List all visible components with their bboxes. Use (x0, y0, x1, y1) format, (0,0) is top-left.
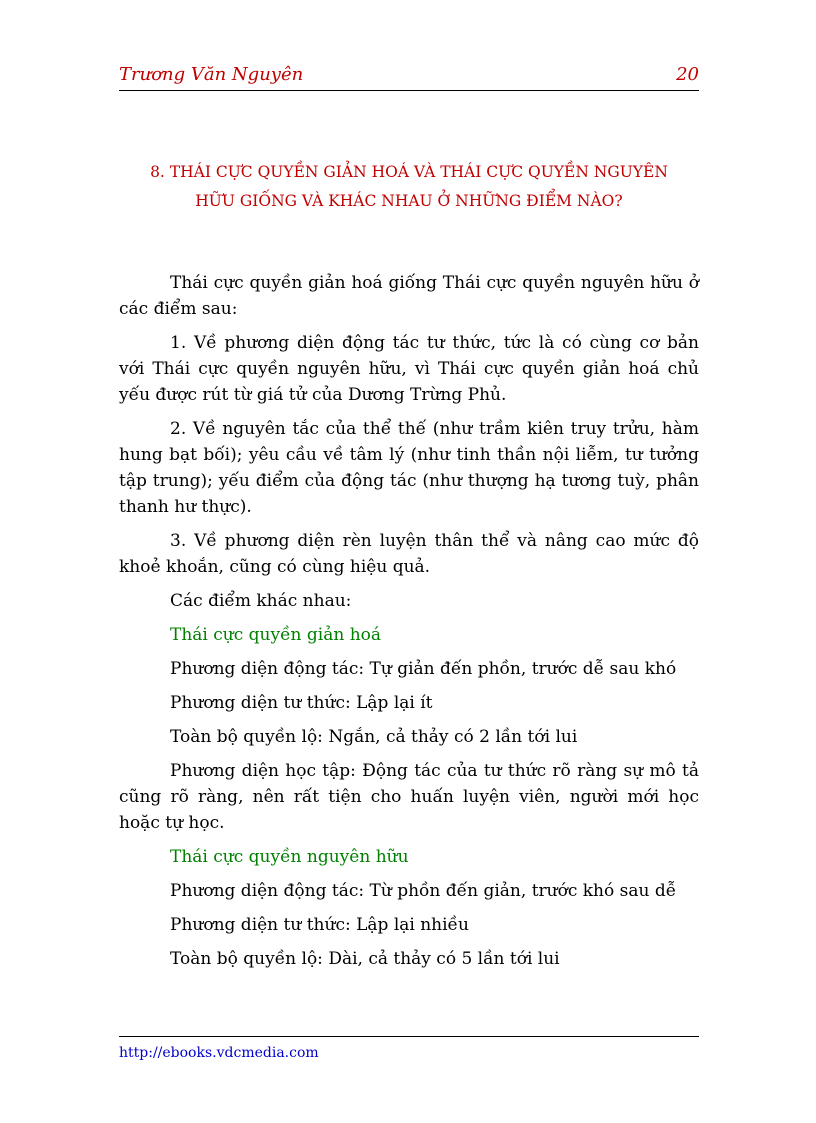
simplified-routine: Toàn bộ quyền lộ: Ngắn, cả thảy có 2 lần tới lui (170, 727, 578, 747)
paragraph-point-3: 3. Về phương diện rèn luyện thân thể và nâng cao mức độ khoẻ khoắn, cũng có cùng hiệu quả. (119, 531, 699, 577)
simplified-movement: Phương diện động tác: Tự giản đến phồn, trước dễ sau khó (170, 659, 677, 679)
section-title (119, 158, 699, 216)
original-form: Phương diện tư thức: Lập lại nhiều (170, 915, 469, 935)
page-header (119, 62, 699, 91)
paragraph-intro: Thái cực quyền giản hoá giống Thái cực quyền nguyên hữu ở các điểm sau: (119, 273, 699, 319)
header-author: Trương Văn Nguyên (119, 64, 304, 85)
simplified-form: Phương diện tư thức: Lập lại ít (170, 693, 433, 713)
section-title-line-1: 8. THÁI CỰC QUYỀN GIẢN HOÁ VÀ THÁI CỰC QUYỀN NGUYÊN (150, 163, 668, 181)
section-title-line-2: HỮU GIỐNG VÀ KHÁC NHAU Ở NHỮNG ĐIỂM NÀO? (195, 192, 623, 210)
original-movement: Phương diện động tác: Từ phồn đến giản, trước khó sau dễ (170, 881, 677, 901)
original-routine: Toàn bộ quyền lộ: Dài, cả thảy có 5 lần tới lui (170, 949, 560, 969)
body-text (119, 270, 699, 980)
paragraph-point-1: 1. Về phương diện động tác tư thức, tức là có cùng cơ bản với Thái cực quyền nguyên hữu, vì Thái cực quyền giản hoá chủ yếu được rút từ giá tử của Dương Trừng Phủ. (119, 333, 699, 405)
footer-divider (119, 1036, 699, 1037)
original-heading: Thái cực quyền nguyên hữu (170, 847, 409, 867)
paragraph-point-2: 2. Về nguyên tắc của thể thế (như trầm kiên truy trửu, hàm hung bạt bối); yêu cầu về tâm lý (như tinh thần nội liễm, tư tưởng tập trung); yếu điểm của động tác (như thượng hạ tương tuỳ, phân thanh hư thực). (119, 419, 699, 517)
differences-intro: Các điểm khác nhau: (170, 591, 352, 611)
simplified-learning: Phương diện học tập: Động tác của tư thức rõ ràng sự mô tả cũng rõ ràng, nên rất tiện cho huấn luyện viên, người mới học hoặc tự học. (119, 761, 699, 833)
footer-url-link[interactable]: http://ebooks.vdcmedia.com (119, 1045, 319, 1061)
simplified-heading: Thái cực quyền giản hoá (170, 625, 382, 645)
page-number: 20 (676, 64, 699, 85)
